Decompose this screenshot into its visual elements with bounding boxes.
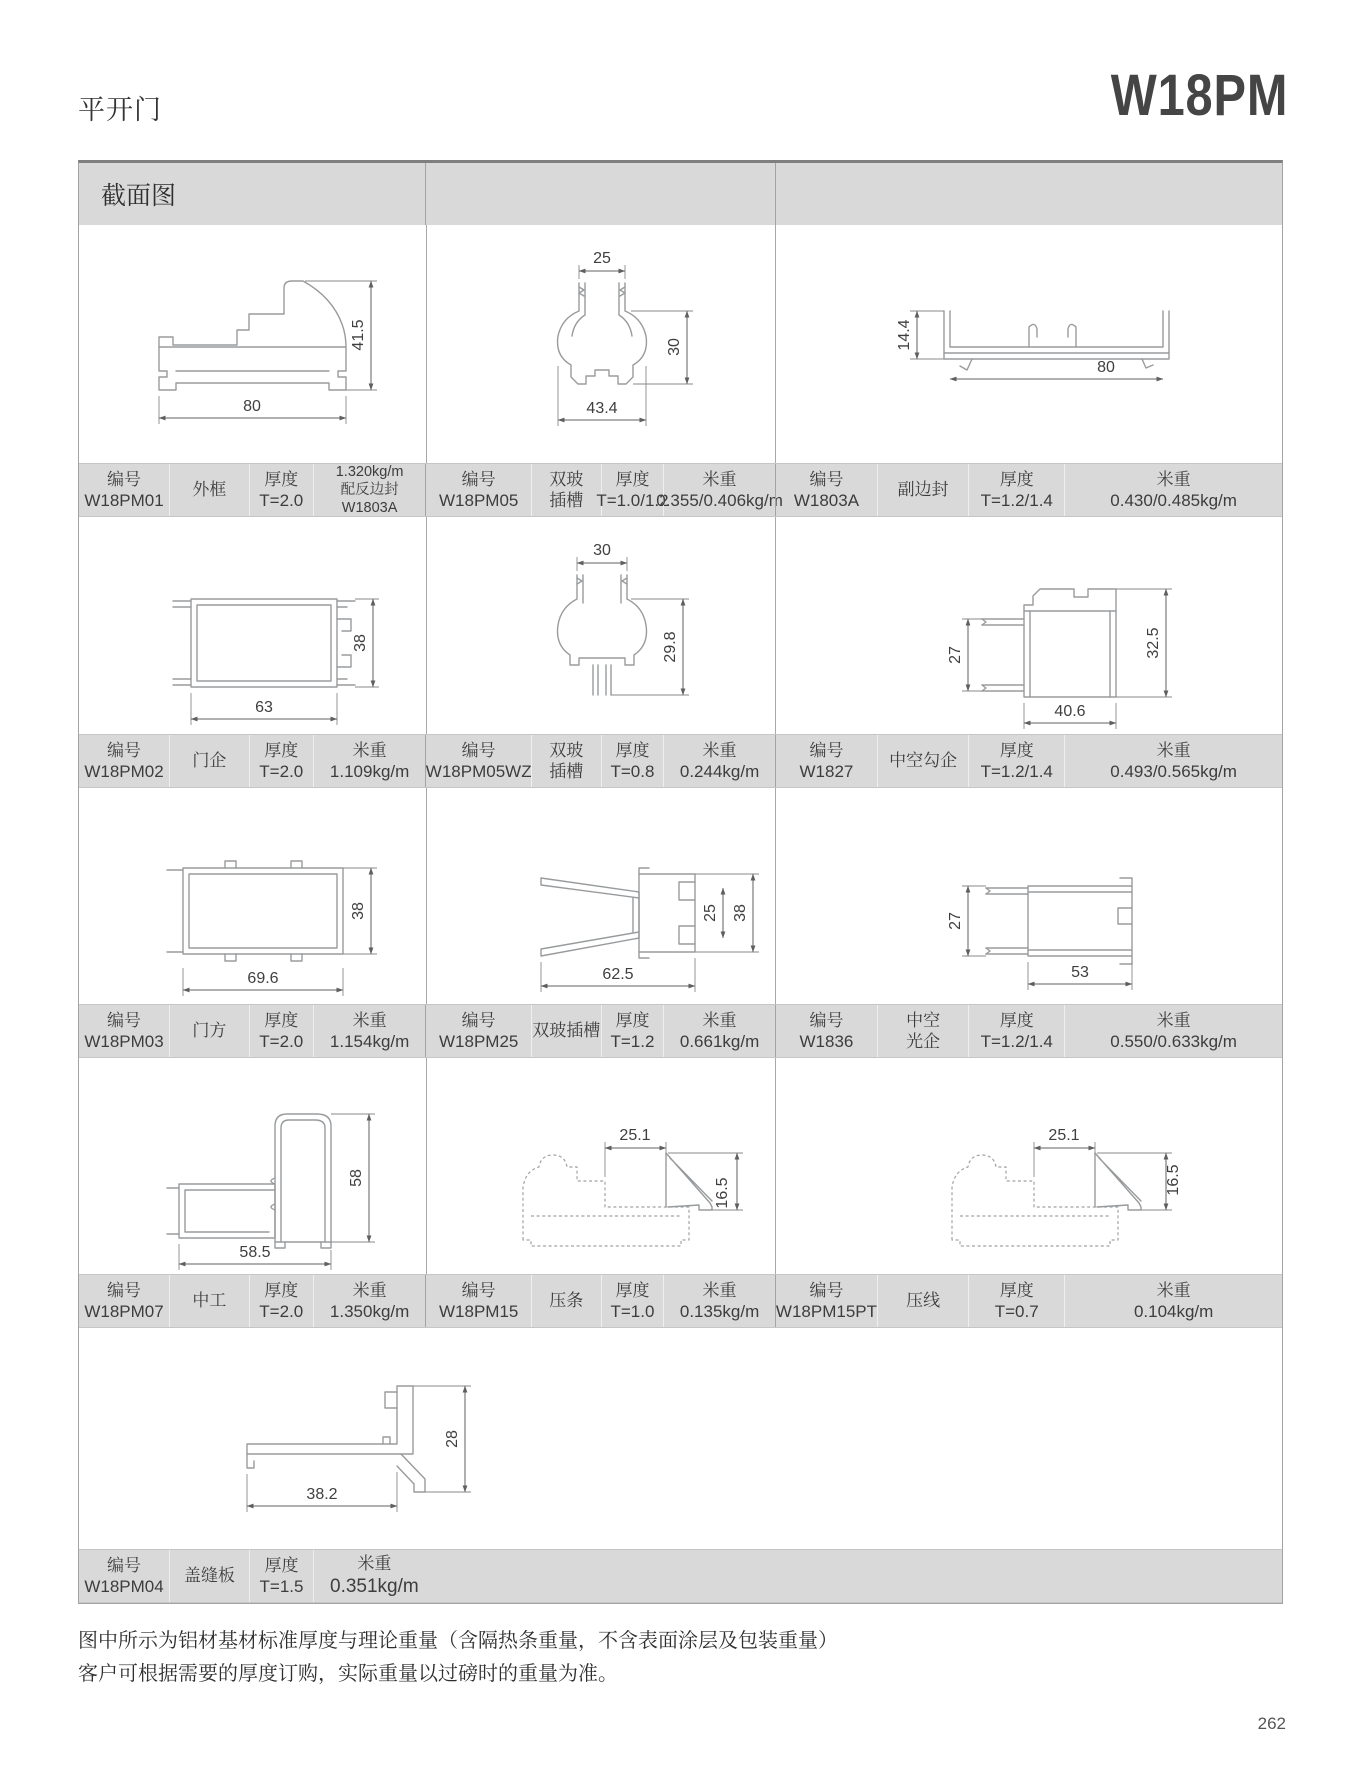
- thickness-cell: 厚度 T=1.2/1.4: [968, 1005, 1064, 1057]
- profile-outline: [159, 347, 346, 390]
- dim-label: 25.1: [1048, 1127, 1080, 1144]
- profile-foot: [275, 1242, 331, 1248]
- dim-label: 25.1: [619, 1127, 651, 1144]
- weight-cell: 米重 0.661kg/m: [663, 1005, 774, 1057]
- profile-lip: [639, 868, 649, 958]
- spec-group-w18pm05wz: [425, 735, 774, 787]
- name-cell: 中空勾企: [877, 735, 968, 787]
- spec-row-5: [79, 1549, 1282, 1603]
- dim-label: 29.8: [662, 631, 679, 663]
- weight-cell: 米重 0.244kg/m: [663, 735, 774, 787]
- profile-serration: [982, 619, 986, 691]
- profile-flange: [986, 888, 1028, 954]
- dim-label: 41.5: [350, 319, 367, 351]
- name-cell: 压线: [877, 1275, 968, 1327]
- weight-cell: 米重 0.550/0.633kg/m: [1064, 1005, 1282, 1057]
- spec-group-w18pm15pt: [775, 1275, 1282, 1327]
- code-cell: 编号 W1803A: [793, 469, 860, 510]
- dim-label: 28: [444, 1430, 461, 1448]
- drawing-cell-w1803a: [775, 225, 1282, 463]
- name-cell: 中工: [169, 1275, 249, 1327]
- profile-drawing-w18pm25: [427, 788, 775, 1004]
- spec-group-w18pm25: [425, 1005, 774, 1057]
- thickness-cell: 厚度 T=1.2/1.4: [968, 735, 1064, 787]
- spec-group-w18pm03: [79, 1005, 425, 1057]
- spec-row-1: [79, 463, 1282, 517]
- weight-cell: 米重 1.109kg/m: [313, 735, 426, 787]
- thickness-cell: 厚度 T=0.7: [968, 1275, 1064, 1327]
- profile-clip: [1029, 324, 1076, 347]
- profile-drawing-w18pm05: [427, 225, 775, 463]
- spec-row-2: [79, 734, 1282, 788]
- drawing-row-4: [79, 1058, 1282, 1274]
- profile-outline: [558, 283, 647, 384]
- thickness-cell: 厚度 T=1.5: [249, 1550, 313, 1602]
- weight-cell: 米重 0.351kg/m: [313, 1550, 1282, 1602]
- dim-label: 27: [947, 912, 964, 930]
- name-cell: 双玻 插槽: [531, 735, 601, 787]
- thickness-cell: 厚度 T=1.0: [601, 1275, 664, 1327]
- profile-outline: [247, 1386, 413, 1454]
- code-cell: 编号 W18PM01: [84, 469, 164, 510]
- spec-group-w18pm01: [79, 464, 425, 516]
- drawing-row-1: [79, 225, 1282, 463]
- profile-inner-line: [583, 575, 621, 603]
- context-profile-dashed: [523, 1155, 689, 1246]
- dim-label: 40.6: [1054, 703, 1086, 720]
- footnote-line-1: 图中所示为铝材基材标准厚度与理论重量（含隔热条重量，不含表面涂层及包装重量）: [78, 1630, 838, 1652]
- profile-web: [633, 898, 639, 932]
- profile-spec-table: [78, 160, 1283, 1604]
- dim-label: 30: [593, 542, 611, 559]
- profile-outline: [1028, 886, 1132, 956]
- profile-flange: [167, 870, 183, 952]
- profile-inner-line: [189, 874, 337, 948]
- spec-group-w18pm04: [79, 1550, 1282, 1602]
- bead-outline: [1095, 1153, 1141, 1210]
- dim-label: 80: [243, 398, 261, 415]
- drawing-cell-w18pm04: [79, 1328, 1282, 1549]
- weight-cell: 米重 0.430/0.485kg/m: [1064, 464, 1282, 516]
- spec-group-w1803a: [775, 464, 1282, 516]
- code-cell: 编号 W18PM02: [84, 740, 164, 781]
- profile-outline: [558, 575, 647, 665]
- weight-cell: 米重 0.135kg/m: [663, 1275, 774, 1327]
- code-cell: 编号 W1827: [799, 740, 854, 781]
- profile-drawing-w18pm07: [79, 1058, 426, 1274]
- profile-inner-line: [1028, 892, 1132, 950]
- profile-clip: [225, 861, 302, 961]
- bead-outline: [666, 1153, 712, 1210]
- thickness-cell: 厚度 T=2.0: [249, 735, 313, 787]
- dim-label: 38: [732, 904, 749, 922]
- drawing-cell-w18pm01: [79, 225, 426, 463]
- profile-slot: [679, 882, 695, 944]
- profile-outline: [159, 281, 346, 347]
- name-cell: 双玻插槽: [531, 1005, 601, 1057]
- name-cell: 双玻 插槽: [531, 464, 601, 516]
- dim-label: 16.5: [714, 1177, 731, 1209]
- dim-label: 14.4: [896, 319, 913, 351]
- profile-outline: [1024, 611, 1116, 697]
- weight-cell: 米重 0.355/0.406kg/m: [663, 464, 774, 516]
- dim-label: 69.6: [247, 970, 279, 987]
- spec-group-w18pm05: [425, 464, 783, 516]
- drawing-cell-w18pm25: [426, 788, 775, 1004]
- dim-label: 25: [593, 250, 611, 267]
- profile-inner-line: [197, 605, 331, 681]
- profile-clip: [385, 1392, 397, 1408]
- name-cell: 压条: [531, 1275, 601, 1327]
- drawing-cell-w18pm15: [426, 1058, 775, 1274]
- spec-group-w18pm07: [79, 1275, 425, 1327]
- dim-label: 58.5: [239, 1244, 271, 1261]
- profile-arm: [541, 878, 639, 956]
- profile-leg: [593, 665, 611, 695]
- profile-drawing-w18pm04: [79, 1328, 1282, 1549]
- profile-inner-line: [572, 283, 632, 336]
- thickness-cell: 厚度 T=1.2/1.4: [968, 464, 1064, 516]
- series-model-code: W18PM: [1110, 63, 1288, 128]
- drawing-row-5: [79, 1328, 1282, 1549]
- profile-flange: [982, 619, 1024, 691]
- drawing-cell-w18pm03: [79, 788, 426, 1004]
- name-cell: 盖缝板: [169, 1550, 249, 1602]
- thickness-cell: 厚度 T=2.0: [249, 1005, 313, 1057]
- profile-inner-line: [950, 311, 1163, 347]
- profile-inner-line: [185, 1190, 275, 1232]
- profile-foot: [247, 1454, 254, 1468]
- code-cell: 编号 W18PM04: [84, 1555, 164, 1596]
- code-cell: 编号 W1836: [799, 1010, 854, 1051]
- profile-foot: [960, 359, 1153, 370]
- table-header-row: [79, 163, 1282, 225]
- drawing-row-3: [79, 788, 1282, 1004]
- profile-drawing-w18pm05wz: [427, 517, 775, 734]
- profile-drawing-w1836: [776, 788, 1282, 1004]
- profile-flange: [173, 601, 355, 685]
- profile-outline: [191, 599, 337, 687]
- dim-label: 63: [255, 699, 273, 716]
- code-cell: 编号 W18PM07: [84, 1280, 164, 1321]
- thickness-cell: 厚度 T=1.2: [601, 1005, 664, 1057]
- profile-hook: [1118, 878, 1132, 964]
- weight-cell: 米重 0.104kg/m: [1064, 1275, 1282, 1327]
- dim-label: 53: [1071, 964, 1089, 981]
- dim-label: 30: [666, 338, 683, 356]
- drawing-cell-w1827: [775, 517, 1282, 734]
- profile-outline: [275, 1114, 331, 1242]
- thickness-cell: 厚度 T=0.8: [601, 735, 664, 787]
- page-category-title: 平开门: [78, 95, 162, 125]
- spec-group-w1836: [775, 1005, 1282, 1057]
- profile-hook: [337, 619, 351, 667]
- code-cell: 编号 W18PM25: [438, 1010, 519, 1051]
- profile-hook: [1024, 589, 1116, 611]
- profile-drawing-w1827: [776, 517, 1282, 734]
- profile-notch: [383, 1437, 390, 1444]
- dim-label: 58: [348, 1169, 365, 1187]
- profile-serration: [986, 888, 990, 954]
- dim-label: 38: [350, 902, 367, 920]
- profile-outline: [179, 1184, 275, 1238]
- drawing-cell-w18pm15pt: [775, 1058, 1282, 1274]
- weight-cell: 米重 1.154kg/m: [313, 1005, 426, 1057]
- spec-group-w18pm15: [425, 1275, 774, 1327]
- profile-inner-line: [1030, 611, 1110, 697]
- dim-label: 38: [352, 634, 369, 652]
- name-cell: 中空 光企: [877, 1005, 968, 1057]
- dim-label: 27: [947, 646, 964, 664]
- profile-drawing-w18pm03: [79, 788, 426, 1004]
- code-cell: 编号 W18PM03: [84, 1010, 164, 1051]
- profile-inner-line: [281, 1120, 325, 1242]
- spec-group-w18pm02: [79, 735, 425, 787]
- code-cell: 编号 W18PM15: [438, 1280, 519, 1321]
- profile-outline: [639, 874, 695, 952]
- spec-group-w1827: [775, 735, 1282, 787]
- name-cell: 门企: [169, 735, 249, 787]
- name-cell: 外框: [169, 464, 249, 516]
- header-cell-col2: [425, 163, 774, 225]
- profile-drawing-w18pm02: [79, 517, 426, 734]
- name-cell: 门方: [169, 1005, 249, 1057]
- profile-flange: [167, 1188, 179, 1234]
- dim-label: 38.2: [306, 1486, 338, 1503]
- code-cell: 编号 W18PM05: [438, 469, 519, 510]
- code-cell: 编号 W18PM05WZ: [425, 740, 532, 781]
- drawing-cell-w18pm05: [426, 225, 775, 463]
- profile-outline: [944, 353, 1169, 359]
- drawing-cell-w1836: [775, 788, 1282, 1004]
- dim-label: 62.5: [602, 966, 634, 983]
- dim-label: 80: [1097, 359, 1115, 376]
- weight-cell: 米重 0.493/0.565kg/m: [1064, 735, 1282, 787]
- section-header-cell: [79, 163, 425, 225]
- profile-strut: [397, 1454, 425, 1492]
- drawing-cell-w18pm07: [79, 1058, 426, 1274]
- dim-label: 43.4: [586, 400, 618, 417]
- profile-drawing-w1803a: [776, 225, 1282, 463]
- dim-label: 25: [702, 904, 719, 922]
- code-cell: 编号 W18PM15PT: [775, 1280, 877, 1321]
- profile-serration: [579, 287, 625, 296]
- context-profile-dashed: [952, 1155, 1118, 1246]
- profile-drawing-w18pm15: [427, 1058, 775, 1274]
- thickness-cell: 厚度 T=2.0: [249, 464, 313, 516]
- profile-serration: [577, 578, 627, 584]
- section-title: 截面图: [101, 182, 177, 210]
- spec-row-4: [79, 1274, 1282, 1328]
- page-number: 262: [1257, 1714, 1286, 1733]
- header-cell-col3: [775, 163, 1282, 225]
- profile-drawing-w18pm15pt: [776, 1058, 1282, 1274]
- drawing-row-2: [79, 517, 1282, 734]
- profile-outline: [183, 868, 343, 954]
- weight-cell: 米重 1.350kg/m: [313, 1275, 426, 1327]
- dim-label: 32.5: [1145, 627, 1162, 659]
- footnotes: [78, 1625, 838, 1691]
- thickness-cell: 厚度 T=2.0: [249, 1275, 313, 1327]
- spec-row-3: [79, 1004, 1282, 1058]
- drawing-cell-w18pm05wz: [426, 517, 775, 734]
- weight-cell: 1.320kg/m 配反边封W1803A: [313, 464, 426, 516]
- thickness-cell: 厚度 T=1.0/1.2: [601, 464, 664, 516]
- profile-drawing-w18pm01: [79, 225, 426, 463]
- name-cell: 副边封: [877, 464, 968, 516]
- footnote-line-2: 客户可根据需要的厚度订购，实际重量以过磅时的重量为准。: [78, 1663, 618, 1685]
- dim-label: 16.5: [1165, 1164, 1182, 1196]
- drawing-cell-w18pm02: [79, 517, 426, 734]
